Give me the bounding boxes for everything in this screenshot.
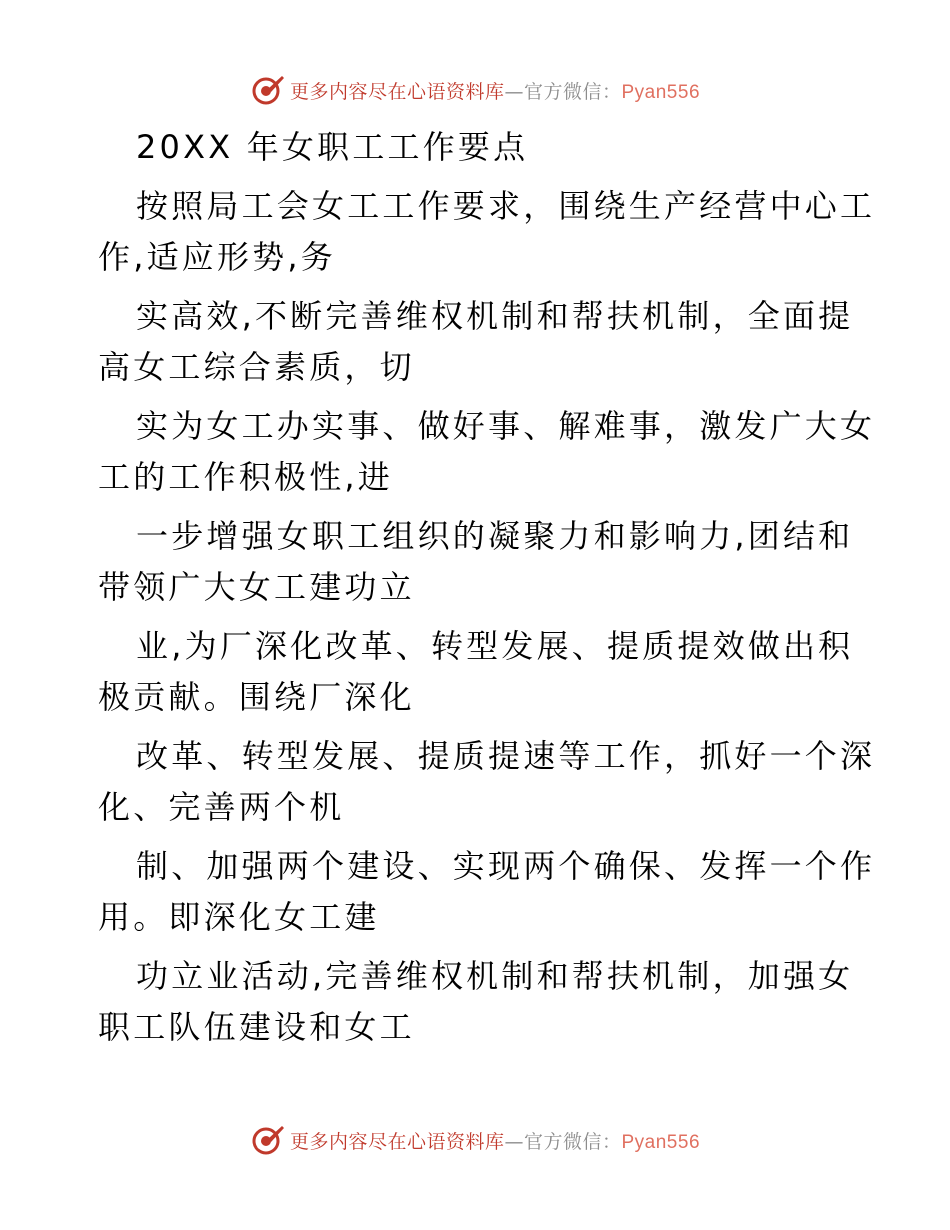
watermark-brand: 更多内容尽在心语资料库	[289, 80, 505, 103]
paragraph-line: 带领广大女工建功立	[98, 568, 415, 606]
document-title: 20XX 年女职工工作要点	[136, 128, 529, 166]
document-body	[98, 122, 876, 1053]
watermark-separator: —	[504, 1130, 524, 1153]
watermark-brand: 更多内容尽在心语资料库	[289, 1130, 505, 1153]
watermark-official: 官方微信：	[523, 1130, 622, 1153]
watermark-wechat-id: Pyan556	[621, 81, 701, 103]
paragraph-line: 按照局工会女工工作要求，围绕生产经营中心工	[136, 187, 876, 225]
paragraph-line: 高女工综合素质，切	[98, 348, 415, 386]
watermark-text	[290, 1127, 700, 1154]
paragraph-line: 化、完善两个机	[98, 788, 345, 826]
pen-logo-icon	[250, 1122, 286, 1158]
watermark-footer	[0, 1120, 950, 1160]
pen-logo-icon	[250, 72, 286, 108]
paragraph-line: 一步增强女职工组织的凝聚力和影响力,团结和	[136, 517, 854, 555]
watermark-text	[290, 77, 700, 104]
paragraph-line: 职工队伍建设和女工	[98, 1008, 415, 1046]
paragraph-line: 改革、转型发展、提质提速等工作，抓好一个深	[136, 737, 876, 775]
paragraph-line: 制、加强两个建设、实现两个确保、发挥一个作	[136, 847, 876, 885]
paragraph-line: 用。即深化女工建	[98, 898, 380, 936]
watermark-separator: —	[504, 80, 524, 103]
watermark-official: 官方微信：	[523, 80, 622, 103]
paragraph-line: 业,为厂深化改革、转型发展、提质提效做出积	[136, 627, 854, 665]
watermark-header	[0, 70, 950, 110]
paragraph-line: 工的工作积极性,进	[98, 458, 393, 496]
paragraph-line: 实高效,不断完善维权机制和帮扶机制，全面提	[136, 297, 854, 335]
paragraph-line: 极贡献。围绕厂深化	[98, 678, 415, 716]
paragraph-line: 实为女工办实事、做好事、解难事，激发广大女	[136, 407, 876, 445]
paragraph-line: 功立业活动,完善维权机制和帮扶机制，加强女	[136, 957, 854, 995]
watermark-wechat-id: Pyan556	[621, 1131, 701, 1153]
paragraph-line: 作,适应形势,务	[98, 238, 336, 276]
